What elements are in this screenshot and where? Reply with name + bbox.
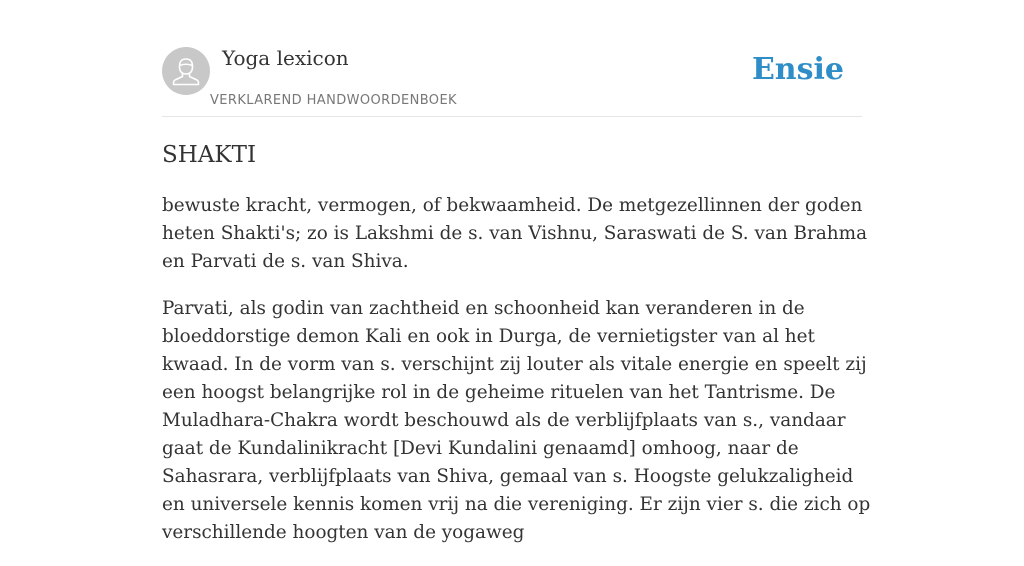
book-subtitle: VERKLAREND HANDWOORDENBOEK: [210, 93, 457, 108]
entry-paragraph: bewuste kracht, vermogen, of bekwaamheid. De metgezellinnen der goden heten Shakti's; zo is Lakshmi de s. van Vishnu, Saraswati de S. van Brahma en Parvati de s. van Shiva.: [162, 195, 868, 272]
avatar[interactable]: [162, 47, 210, 95]
book-title[interactable]: Yoga lexicon: [222, 46, 349, 70]
site-logo[interactable]: Ensie: [751, 52, 844, 87]
entry-body: [162, 192, 872, 566]
entry-title: SHAKTI: [162, 142, 257, 168]
header: [162, 0, 862, 117]
entry-paragraph: Parvati, als godin van zachtheid en schoonheid kan veranderen in de bloeddorstige demon Kali en ook in Durga, de vernietigster van al het kwaad. In de vorm van s. verschijnt zij louter als vitale energie en speelt zij een hoogst belangrijke rol in de geheime rituelen van het Tantrisme. De Muladhara-Chakra wordt beschouwd als de verblijfplaats van s., vandaar gaat de Kundalinikracht [Devi Kundalini genaamd] omhoog, naar de Sahasrara, verblijfplaats van Shiva, gemaal van s. Hoogste gelukzaligheid en universele kennis komen vrij na die vereniging. Er zijn vier s. die zich op verschillende hoogten van de yogaweg: [162, 298, 871, 543]
user-silhouette-icon: [162, 47, 210, 95]
